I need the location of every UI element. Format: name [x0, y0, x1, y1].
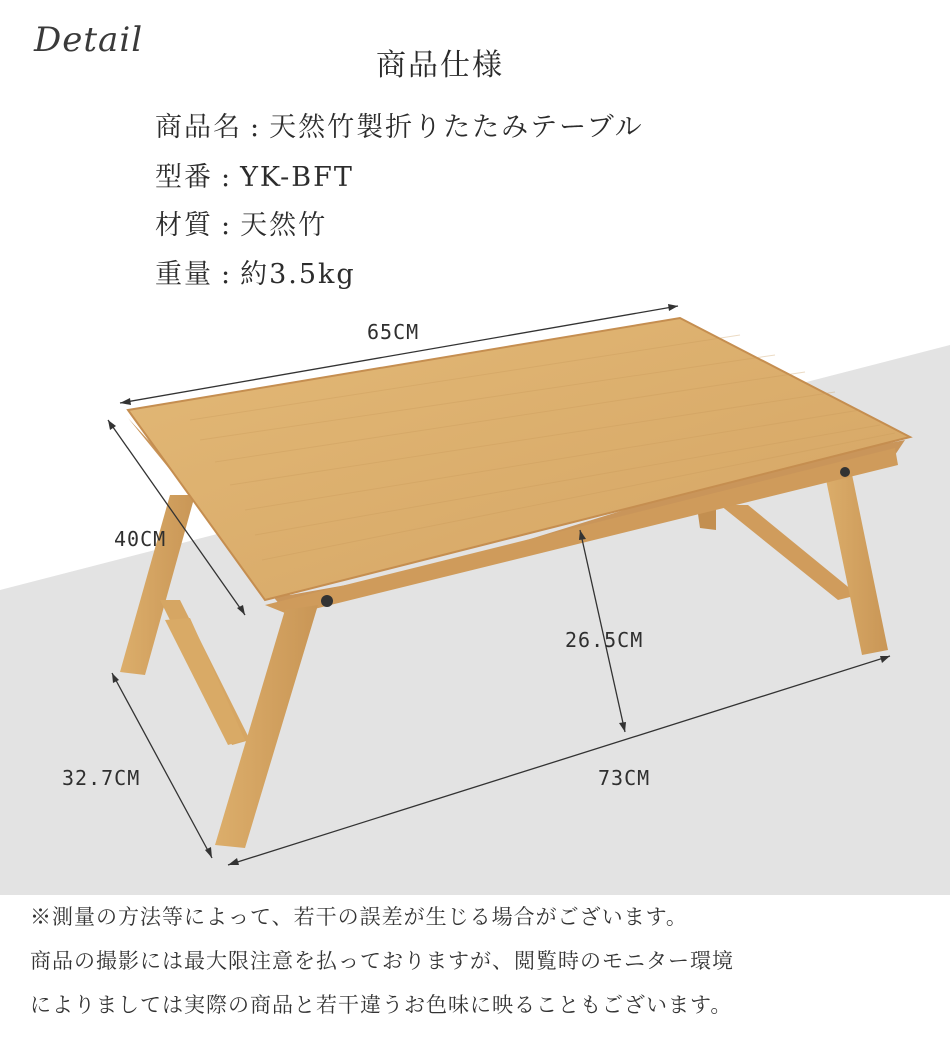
spec-value: 約3.5kg — [240, 259, 356, 290]
spec-label: 商品名 — [155, 112, 242, 143]
dim-leg-span-label: 73CM — [598, 766, 651, 790]
bolt-left — [321, 595, 333, 607]
spec-label: 型番 — [155, 162, 213, 193]
note-line: 商品の撮影には最大限注意を払っておりますが、閲覧時のモニター環境 — [30, 949, 734, 973]
spec-sep: : — [221, 162, 233, 193]
spec-row-model — [155, 155, 354, 194]
spec-row-name — [155, 105, 644, 144]
spec-label: 重量 — [155, 259, 213, 290]
spec-value: 天然竹 — [240, 210, 328, 241]
dim-height-label: 26.5CM — [565, 628, 644, 652]
spec-row-material — [155, 203, 327, 242]
disclaimer-note — [30, 895, 930, 1027]
spec-sep: : — [221, 210, 233, 241]
product-photo — [0, 290, 950, 895]
spec-label: 材質 — [155, 210, 213, 241]
spec-row-weight — [155, 252, 356, 291]
spec-title: 商品仕様 — [376, 48, 504, 83]
note-line: ※測量の方法等によって、若干の誤差が生じる場合がございます。 — [30, 905, 688, 929]
detail-logo: Detail — [34, 20, 144, 60]
dim-depth-label: 40CM — [114, 527, 167, 551]
bolt-right — [840, 467, 850, 477]
note-line: によりましては実際の商品と若干違うお色味に映ることもございます。 — [30, 993, 733, 1017]
spec-sep: : — [221, 259, 233, 290]
spec-value: 天然竹製折りたたみテーブル — [269, 112, 644, 143]
dim-leg-depth-label: 32.7CM — [62, 766, 141, 790]
dim-width-label: 65CM — [367, 320, 420, 344]
spec-value: YK-BFT — [240, 162, 354, 193]
spec-sep: : — [250, 112, 262, 143]
